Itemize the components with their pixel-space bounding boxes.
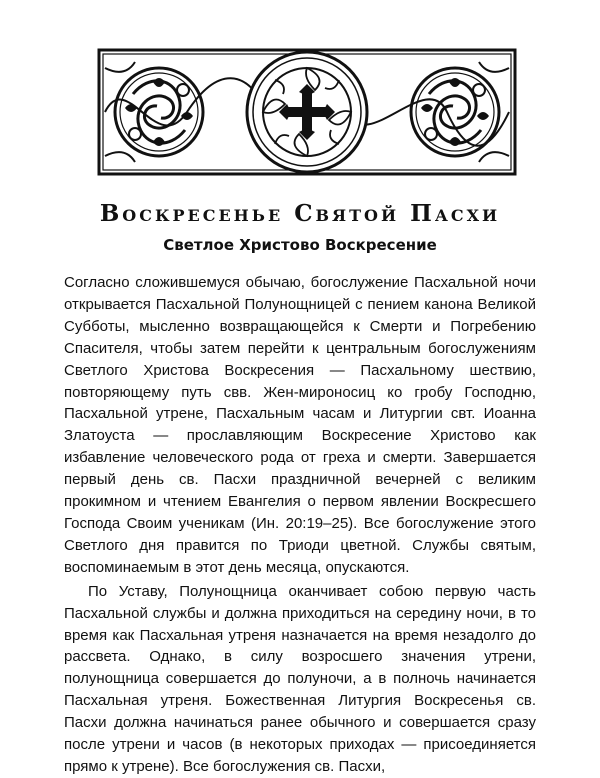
page-title: Воскресенье Святой Пасхи	[99, 200, 501, 227]
page-subtitle: Светлое Христово Воскресение	[163, 236, 437, 254]
paragraph: По Уставу, Полунощница оканчивает собою первую часть Пасхальной службы и должна приходиться на середину ночи, в то время как Пасхальная утреня назначается на время незадолго до рассвета. Однако, в силу возросшего значения утрени, полунощница совершается до полуночи, а в полночь начинается Пасхальная утреня. Божественная Литургия Воскресенья св. Пасхи должна начинаться ранее обычного и совершается сразу после утрени и часов (в некоторых приходах — присоединяется прямо к утрене). Все богослужения св. Пасхи,	[64, 582, 536, 775]
paragraph: Согласно сложившемуся обычаю, богослужение Пасхальной ночи открывается Пасхальной Полунощницей с пением канона Великой Субботы, мысленно возвращающейся к Смерти и Погребению Спасителя, чтобы затем перейти к центральным богослужениям Светлого Христова Воскресения — Пасхальному шествию, повторяющему путь свв. Жен-мироносиц ко гробу Господню, Пасхальной утрене, Пасхальным часам и Литургии свт. Иоанна Златоуста — прославляющим Воскресение Христово как избавление человеческого рода от греха и смерти. Завершается первый день св. Пасхи праздничной вечерней с великим прокимном и чтением Евангелия о первом явлении Воскресшего Господа Своим ученикам (Ин. 20:19–25). Все богослужение этого Светлого дня правится по Триоди цветной. Службы святым, воспоминаемым в этот день месяца, опускаются.	[64, 274, 536, 576]
body-text	[64, 272, 536, 778]
ornamental-header-band	[97, 48, 517, 176]
